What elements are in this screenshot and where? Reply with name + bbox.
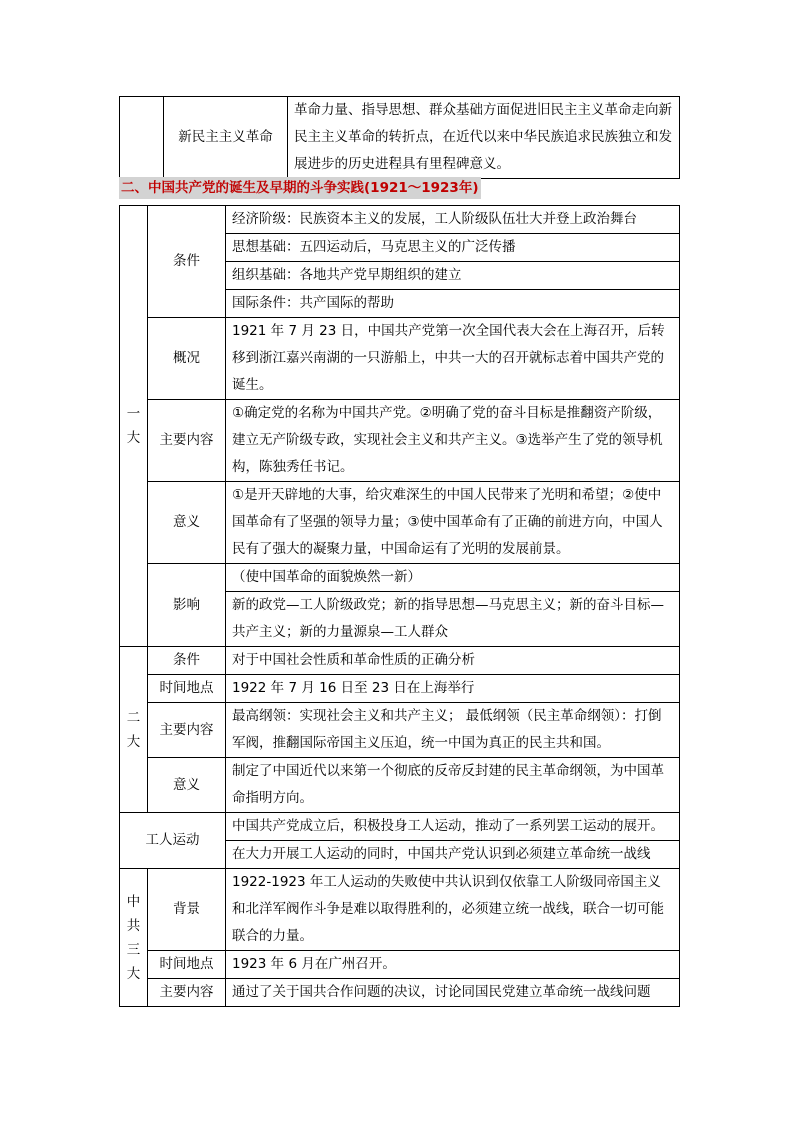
congress1-significance-label: 意义 [148, 482, 226, 564]
congress1-content-label: 主要内容 [148, 400, 226, 482]
congress2-conditions: 对于中国社会性质和革命性质的正确分析 [226, 647, 680, 675]
congress3-name: 中 共 三 大 [120, 869, 148, 1007]
congress2-name: 二 大 [120, 647, 148, 813]
congress3-content: 通过了关于国共合作问题的决议，讨论同国民党建立革命统一战线问题 [226, 979, 680, 1007]
top-empty-cell [120, 97, 164, 179]
congress1-impact-line2: 新的政党—工人阶级政党；新的指导思想—马克思主义；新的奋斗目标—共产主义；新的力量源泉—工人群众 [232, 597, 664, 640]
congress1-impact-line1: （使中国革命的面貌焕然一新） [226, 564, 679, 592]
congress1-condition: 国际条件：共产国际的帮助 [226, 290, 680, 318]
congress3-background: 1922-1923 年工人运动的失败使中共认识到仅依靠工人阶级同帝国主义和北洋军阀作斗争是难以取得胜利的，必须建立统一战线，联合一切可能联合的力量。 [226, 869, 680, 951]
congress1-content: ①确定党的名称为中国共产党。②明确了党的奋斗目标是推翻资产阶级，建立无产阶级专政，实现社会主义和共产主义。③选举产生了党的领导机构，陈独秀任书记。 [226, 400, 680, 482]
main-table [119, 205, 680, 1007]
congress1-conditions-label: 条件 [148, 206, 226, 318]
top-table [119, 96, 680, 179]
congress2-time-place-label: 时间地点 [148, 675, 226, 703]
congress2-significance: 制定了中国近代以来第一个彻底的反帝反封建的民主革命纲领，为中国革命指明方向。 [226, 758, 680, 813]
congress2-time-place: 1922 年 7 月 16 日至 23 日在上海举行 [226, 675, 680, 703]
labor-line2: 在大力开展工人运动的同时，中国共产党认识到必须建立革命统一战线 [226, 841, 680, 869]
congress3-time-place: 1923 年 6 月在广州召开。 [226, 951, 680, 979]
section-heading: 二、中国共产党的诞生及早期的斗争实践(1921～1923年) [119, 177, 481, 199]
congress1-significance: ①是开天辟地的大事，给灾难深生的中国人民带来了光明和希望；②使中国革命有了坚强的领导力量；③使中国革命有了正确的前进方向，中国人民有了强大的凝聚力量，中国命运有了光明的发展前景。 [226, 482, 680, 564]
labor-line1: 中国共产党成立后，积极投身工人运动，推动了一系列罢工运动的展开。 [226, 813, 680, 841]
top-text: 革命力量、指导思想、群众基础方面促进旧民主主义革命走向新民主主义革命的转折点，在近代以来中华民族追求民族独立和发展进步的历史进程具有里程碑意义。 [288, 97, 680, 179]
congress3-time-place-label: 时间地点 [148, 951, 226, 979]
congress2-content-label: 主要内容 [148, 703, 226, 758]
congress3-content-label: 主要内容 [148, 979, 226, 1007]
congress1-overview: 1921 年 7 月 23 日，中国共产党第一次全国代表大会在上海召开，后转移到浙江嘉兴南湖的一只游船上，中共一大的召开就标志着中国共产党的诞生。 [226, 318, 680, 400]
congress1-impact-label: 影响 [148, 564, 226, 647]
congress1-overview-label: 概况 [148, 318, 226, 400]
top-label: 新民主主义革命 [164, 97, 288, 179]
congress2-significance-label: 意义 [148, 758, 226, 813]
congress1-condition: 思想基础：五四运动后，马克思主义的广泛传播 [226, 234, 680, 262]
congress2-content: 最高纲领：实现社会主义和共产主义； 最低纲领（民主革命纲领）：打倒军阀，推翻国际帝国主义压迫，统一中国为真正的民主共和国。 [226, 703, 680, 758]
congress1-impact [226, 564, 680, 647]
labor-label: 工人运动 [120, 813, 226, 869]
congress1-condition: 组织基础：各地共产党早期组织的建立 [226, 262, 680, 290]
congress2-conditions-label: 条件 [148, 647, 226, 675]
congress3-background-label: 背景 [148, 869, 226, 951]
congress1-condition: 经济阶级：民族资本主义的发展，工人阶级队伍壮大并登上政治舞台 [226, 206, 680, 234]
congress1-name: 一 大 [120, 206, 148, 647]
